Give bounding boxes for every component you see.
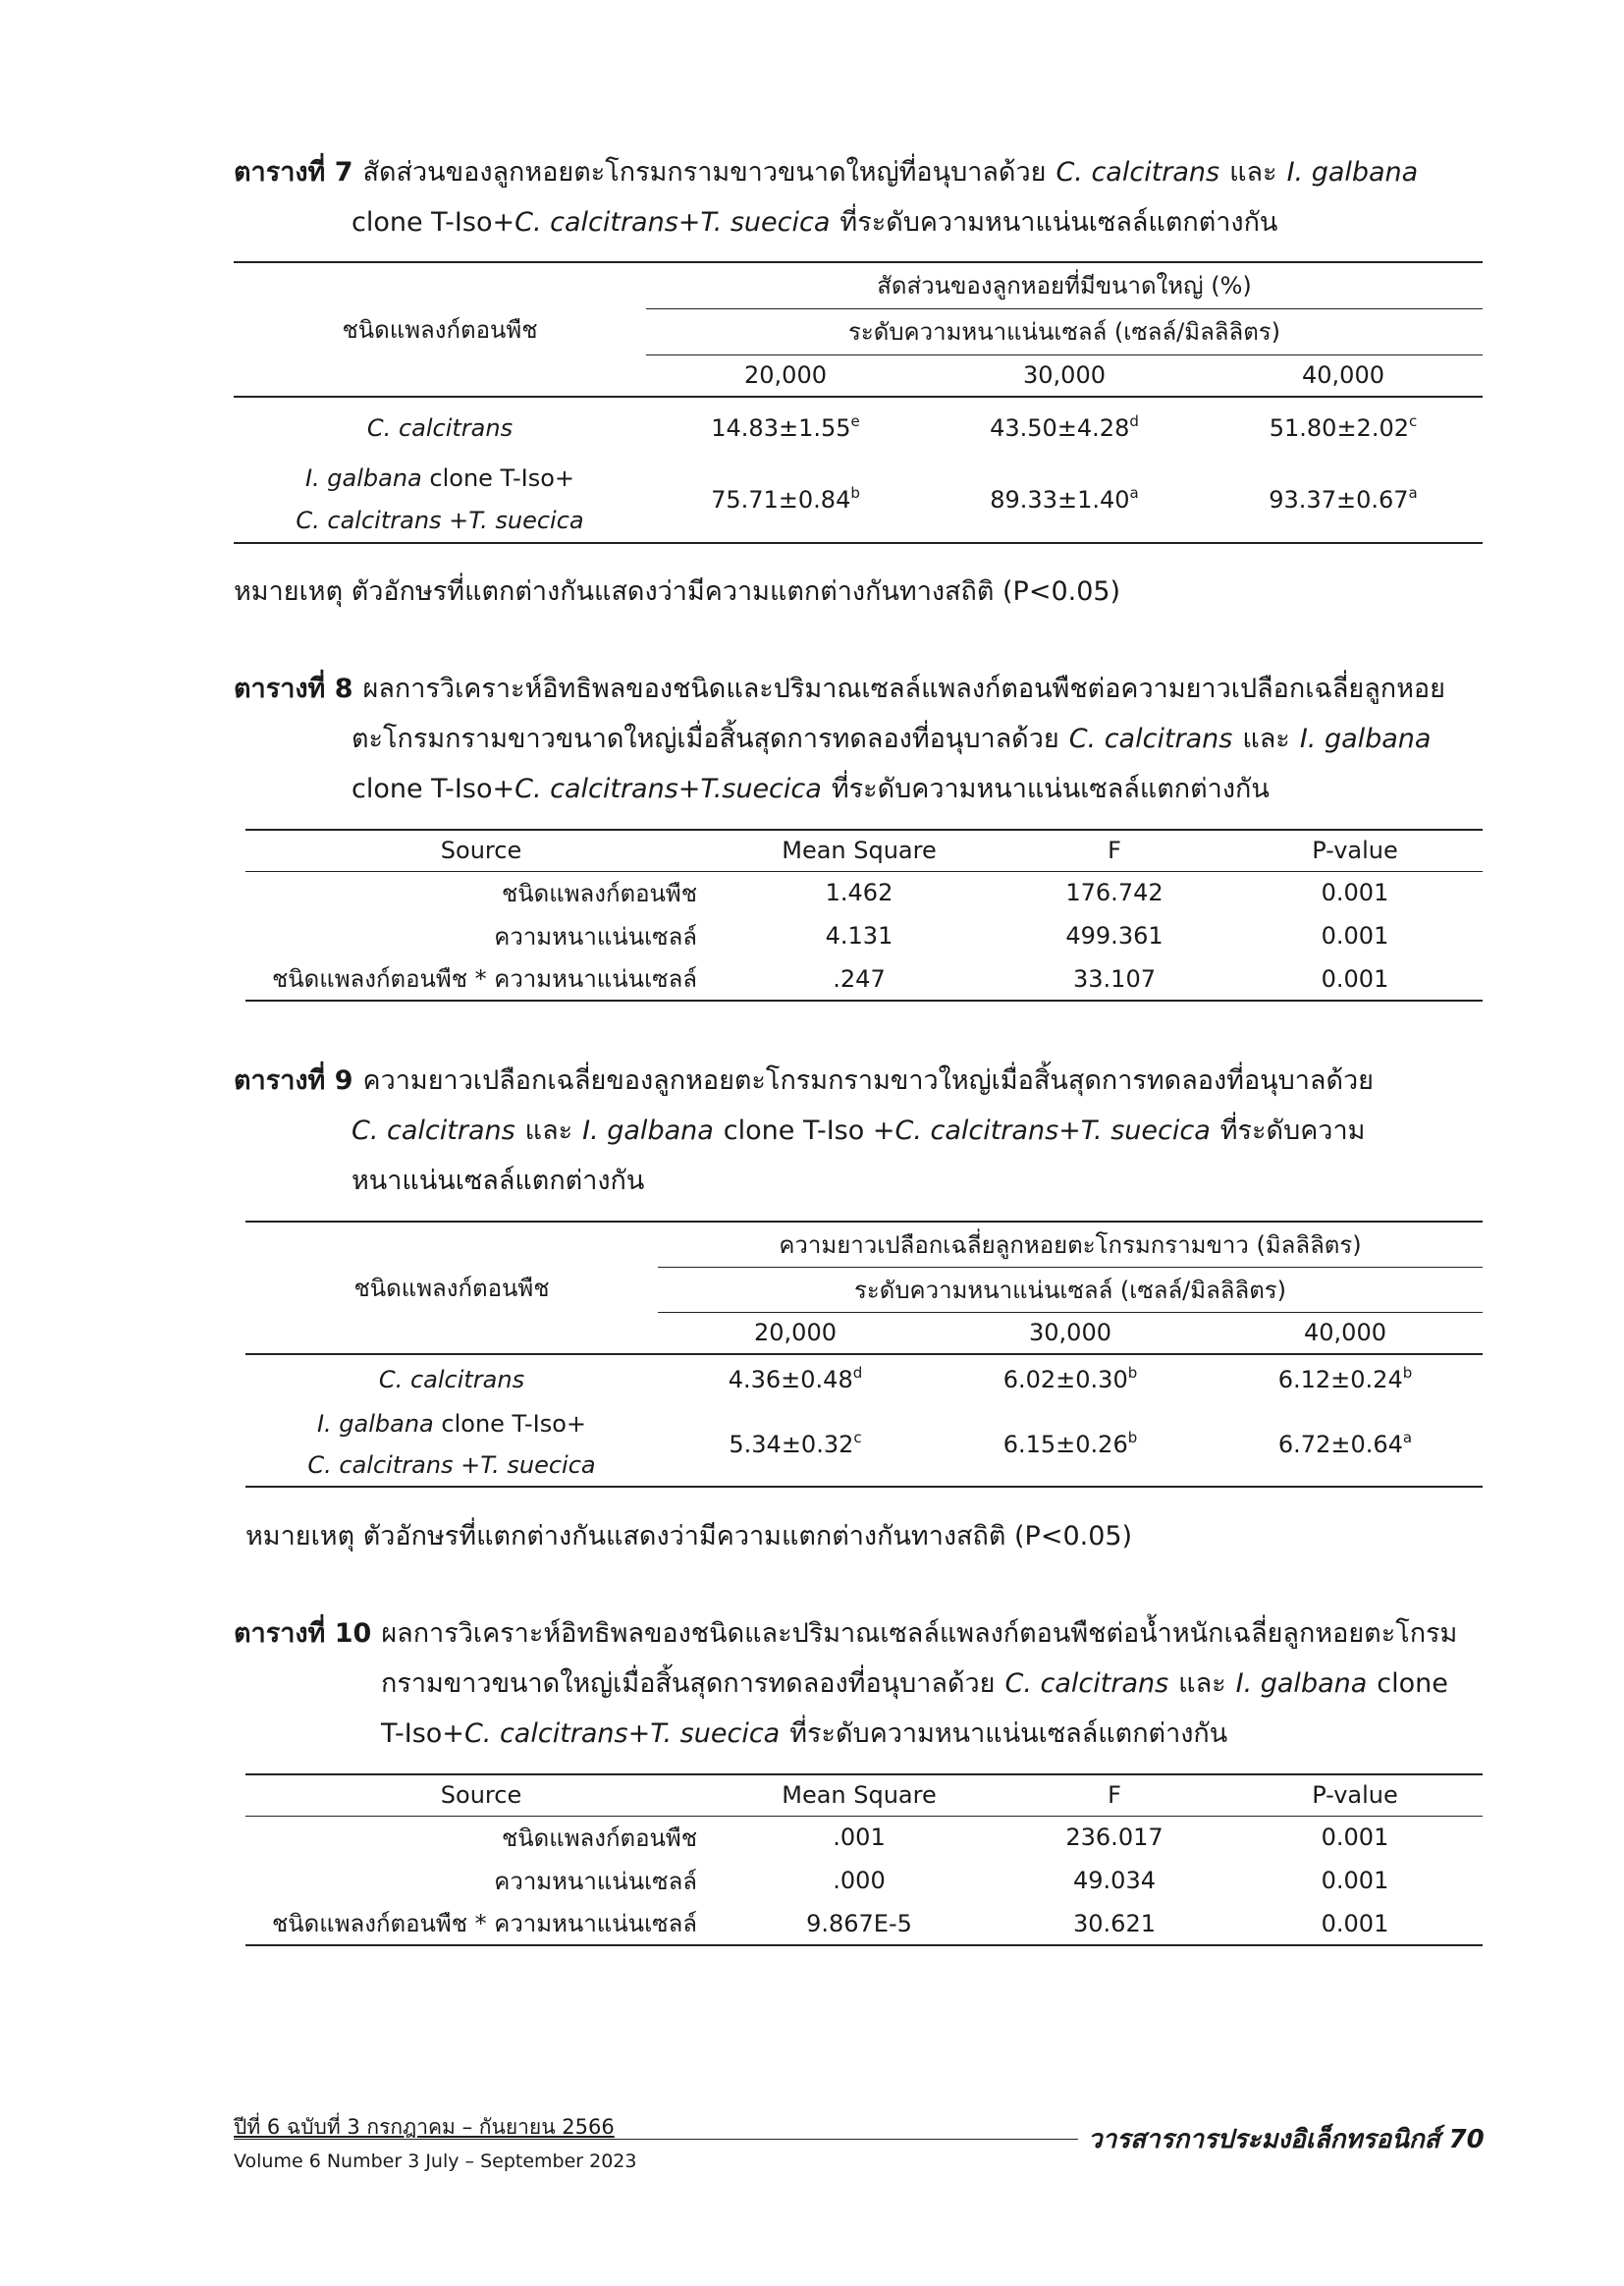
table8-header-source: Source	[440, 837, 522, 865]
table-row	[245, 1816, 1483, 1859]
table-cell: 0.001	[1321, 879, 1389, 907]
table10-label: ตารางที่ 10	[234, 1618, 372, 1649]
table8-header-p: P-value	[1312, 837, 1398, 865]
table-cell: 49.034	[1073, 1867, 1156, 1894]
table9-label: ตารางที่ 9	[234, 1065, 353, 1096]
table-cell: 0.001	[1321, 1823, 1389, 1852]
table-cell: ชนิดแพลงก์ตอนพืช * ความหนาแน่นเซลล์	[271, 965, 697, 993]
table9-caption-species3: C. calcitrans+T. suecica	[894, 1116, 1211, 1146]
table9-caption-end: ที่ระดับความ	[1219, 1116, 1366, 1146]
table9-caption-species1: C. calcitrans	[352, 1116, 515, 1146]
table-cell: 0.001	[1321, 922, 1389, 950]
table7-row2-species: I. galbana	[304, 464, 422, 492]
table8-caption	[234, 664, 1481, 814]
table8-caption-species1: C. calcitrans	[1068, 724, 1233, 754]
table8-caption-end: ที่ระดับความหนาแน่นเซลล์แตกต่างกัน	[831, 774, 1270, 804]
table9-note: หมายเหตุ ตัวอักษรที่แตกต่างกันแสดงว่ามีความแตกต่างกันทางสถิติ (P<0.05)	[245, 1521, 1133, 1551]
table-row	[245, 1859, 1483, 1902]
table8-caption-species3: C. calcitrans+T.suecica	[514, 774, 822, 804]
footer-journal-name: วารสารการประมงอิเล็กทรอนิกส์ 70	[1088, 2125, 1485, 2154]
table9-caption-line3: หนาแน่นเซลล์แตกต่างกัน	[352, 1166, 645, 1196]
table7-level-header: 20,000	[744, 361, 827, 390]
table-cell: 33.107	[1073, 964, 1156, 993]
table9-level-header: 40,000	[1304, 1319, 1386, 1347]
table10-header-ms: Mean Square	[782, 1781, 937, 1810]
table-cell: 0.001	[1321, 1867, 1389, 1894]
table-row	[245, 957, 1483, 1001]
table-cell: ความหนาแน่นเซลล์	[494, 922, 697, 951]
table-cell: 4.131	[825, 922, 893, 950]
table7-caption-end: ที่ระดับความหนาแน่นเซลล์แตกต่างกัน	[839, 207, 1278, 238]
table7-note: หมายเหตุ ตัวอักษรที่แตกต่างกันแสดงว่ามีความแตกต่างกันทางสถิติ (P<0.05)	[234, 576, 1121, 607]
table-row	[245, 1354, 1483, 1403]
table-cell: 0.001	[1321, 964, 1389, 993]
table9-group-header: ความยาวเปลือกเฉลี่ยลูกหอยตะโกรมกรามขาว (มิลลิลิตร)	[658, 1222, 1483, 1267]
table-cell: 499.361	[1065, 922, 1164, 950]
table-row	[234, 458, 1483, 543]
table-cell: ชนิดแพลงก์ตอนพืช	[501, 1823, 697, 1852]
table8-header-f: F	[1108, 837, 1121, 865]
table9-row2-clone: clone T-Iso+	[441, 1410, 587, 1438]
table-cell: 0.001	[1321, 1909, 1389, 1937]
footer-issue-thai: ปีที่ 6 ฉบับที่ 3 กรกฎาคม – กันยายน 2566	[234, 2115, 615, 2139]
table7-caption-species3: C. calcitrans+T. suecica	[514, 207, 831, 238]
table9	[245, 1221, 1483, 1488]
table9-sub-header: ระดับความหนาแน่นเซลล์ (เซลล์/มิลลิลิตร)	[658, 1267, 1483, 1312]
table-cell: 6.12±0.24$^b$	[1277, 1363, 1413, 1393]
table10	[245, 1773, 1483, 1946]
table7-caption-species1: C. calcitrans	[1056, 157, 1220, 188]
table9-row2-species: I. galbana	[316, 1410, 434, 1438]
table9-caption-and: และ	[524, 1116, 573, 1146]
table8-caption-and: และ	[1242, 724, 1290, 754]
table10-caption-species2: I. galbana	[1235, 1668, 1368, 1699]
table7-caption-species2: I. galbana	[1286, 157, 1419, 188]
table10-caption-line2: กรามขาวขนาดใหญ่เมื่อสิ้นสุดการทดลองที่อนุบาลด้วย	[381, 1668, 996, 1699]
table7-level-header: 40,000	[1302, 361, 1384, 390]
table-cell: 30.621	[1073, 1909, 1156, 1937]
table-cell: ความหนาแน่นเซลล์	[494, 1867, 697, 1895]
table10-header-p: P-value	[1312, 1781, 1398, 1810]
table-cell: 51.80±2.02$^c$	[1269, 411, 1418, 442]
table8-caption-species2: I. galbana	[1299, 724, 1432, 754]
table-cell: 176.742	[1065, 879, 1164, 907]
table-cell: ชนิดแพลงก์ตอนพืช	[501, 879, 697, 907]
table-cell: .001	[833, 1823, 886, 1852]
table-cell: 1.462	[825, 879, 893, 907]
table-cell: ชนิดแพลงก์ตอนพืช * ความหนาแน่นเซลล์	[271, 1910, 697, 1937]
table7-caption	[234, 147, 1481, 247]
table10-caption-line1: ผลการวิเคราะห์อิทธิพลของชนิดและปริมาณเซลล์แพลงก์ตอนพืชต่อน้ำหนักเฉลี่ยลูกหอยตะโกรม	[381, 1618, 1458, 1649]
table7-caption-clone: clone T-Iso+	[352, 207, 515, 238]
table-cell: .247	[833, 964, 886, 993]
table7-group-header: สัดส่วนของลูกหอยที่มีขนาดใหญ่ (%)	[646, 262, 1483, 308]
table9-level-header: 20,000	[754, 1319, 837, 1347]
table10-caption-clone: clone	[1377, 1668, 1448, 1699]
table10-caption-tiso: T-Iso+	[381, 1718, 464, 1749]
table-cell: 89.33±1.40$^a$	[990, 484, 1139, 514]
table7-label: ตารางที่ 7	[234, 157, 353, 188]
table7	[234, 261, 1483, 544]
table-cell: .000	[833, 1867, 886, 1894]
footer-issue-english: Volume 6 Number 3 July – September 2023	[234, 2150, 637, 2172]
table7-row1-name: C. calcitrans	[366, 413, 514, 442]
table8	[245, 829, 1483, 1002]
table-cell: 75.71±0.84$^b$	[711, 484, 860, 514]
table7-level-header: 30,000	[1023, 361, 1106, 390]
table-row	[245, 914, 1483, 957]
table7-sub-header: ระดับความหนาแน่นเซลล์ (เซลล์/มิลลิลิตร)	[646, 308, 1483, 354]
table10-header-source: Source	[440, 1781, 522, 1810]
table-row	[245, 1403, 1483, 1487]
table-cell: 43.50±4.28$^d$	[990, 411, 1139, 442]
table8-label: ตารางที่ 8	[234, 674, 353, 704]
table9-row2-species2: C. calcitrans +T. suecica	[307, 1451, 596, 1479]
table-cell: 236.017	[1065, 1823, 1164, 1852]
table9-row1-name: C. calcitrans	[378, 1365, 525, 1393]
table10-caption-species3: C. calcitrans+T. suecica	[463, 1718, 781, 1749]
table10-caption-and: และ	[1178, 1668, 1226, 1699]
table7-row2-species2: C. calcitrans +T. suecica	[296, 507, 584, 534]
table-cell: 5.34±0.32$^c$	[729, 1429, 862, 1458]
table9-caption-line1: ความยาวเปลือกเฉลี่ยของลูกหอยตะโกรมกรามขาวใหญ่เมื่อสิ้นสุดการทดลองที่อนุบาลด้วย	[362, 1065, 1374, 1096]
table9-level-header: 30,000	[1029, 1319, 1111, 1347]
table10-caption-species1: C. calcitrans	[1004, 1668, 1169, 1699]
table-row	[245, 871, 1483, 914]
table7-caption-and: และ	[1229, 157, 1277, 188]
table10-header-f: F	[1108, 1781, 1121, 1810]
table-cell: 6.02±0.30$^b$	[1002, 1363, 1138, 1393]
table9-caption-species2: I. galbana	[582, 1116, 714, 1146]
table8-header-ms: Mean Square	[782, 837, 937, 865]
table-cell: 14.83±1.55$^e$	[711, 411, 860, 442]
table8-caption-line2: ตะโกรมกรามขาวขนาดใหญ่เมื่อสิ้นสุดการทดลองที่อนุบาลด้วย	[352, 724, 1059, 754]
table10-caption-end: ที่ระดับความหนาแน่นเซลล์แตกต่างกัน	[789, 1718, 1228, 1749]
table8-caption-clone: clone T-Iso+	[352, 774, 515, 804]
table-cell: 6.15±0.26$^b$	[1002, 1429, 1138, 1458]
table9-caption	[234, 1056, 1481, 1206]
table-cell: 93.37±0.67$^a$	[1269, 484, 1418, 514]
table8-caption-line1: ผลการวิเคราะห์อิทธิพลของชนิดและปริมาณเซลล์แพลงก์ตอนพืชต่อความยาวเปลือกเฉลี่ยลูกหอย	[362, 674, 1445, 704]
table7-caption-text: สัดส่วนของลูกหอยตะโกรมกรามขาวขนาดใหญ่ที่อนุบาลด้วย	[362, 157, 1047, 188]
table10-caption	[234, 1608, 1481, 1759]
footer-rule	[234, 2139, 1078, 2140]
table9-caption-clone: clone T-Iso +	[723, 1116, 895, 1146]
table-cell: 6.72±0.64$^a$	[1277, 1429, 1413, 1458]
table7-row-header: ชนิดแพลงก์ตอนพืช	[234, 262, 646, 397]
table9-row-header: ชนิดแพลงก์ตอนพืช	[245, 1222, 658, 1354]
table-row	[234, 397, 1483, 458]
table-cell: 4.36±0.48$^d$	[728, 1363, 863, 1393]
table7-row2-clone: clone T-Iso+	[429, 464, 575, 492]
table-row	[245, 1902, 1483, 1945]
table-cell: 9.867E-5	[806, 1909, 912, 1937]
